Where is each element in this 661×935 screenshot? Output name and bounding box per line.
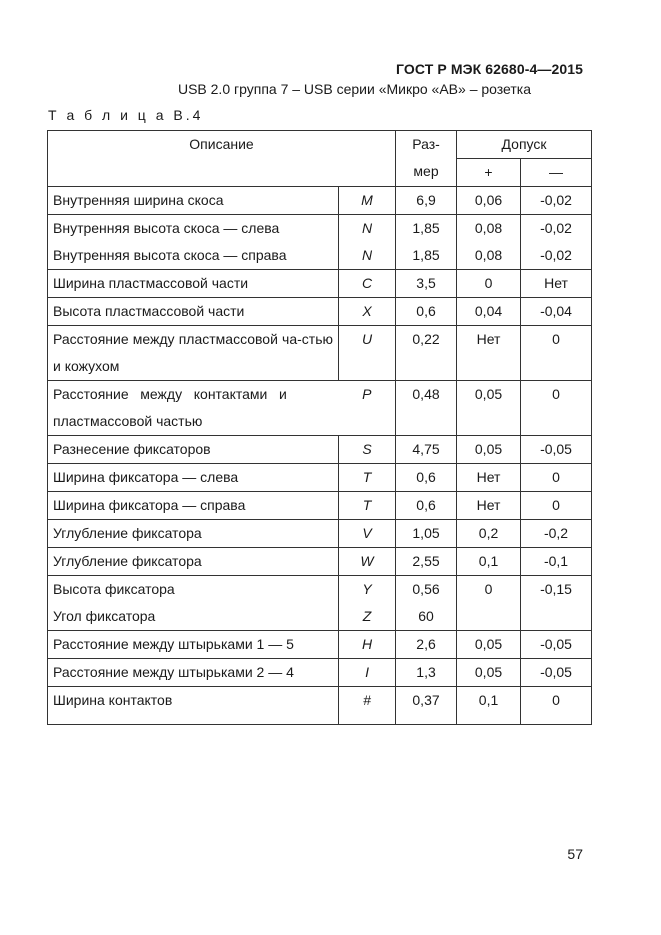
row-description: Ширина пластмассовой части [48,270,339,298]
row-size: 0,22 [396,326,457,381]
row-tolerance-plus: 0,1 [457,687,521,725]
row-description: Расстояние между штырьками 1 — 5 [48,631,339,659]
row-size: 60 [396,603,457,631]
row-description: Ширина контактов [48,687,339,725]
row-symbol: Y [339,576,396,604]
row-tolerance-plus: 0,1 [457,548,521,576]
row-tolerance-minus: 0 [521,381,592,436]
row-tolerance-minus: 0 [521,464,592,492]
row-symbol: # [339,687,396,725]
row-size: 1,05 [396,520,457,548]
row-size: 0,6 [396,464,457,492]
row-tolerance-minus [521,603,592,631]
row-tolerance-minus: -0,1 [521,548,592,576]
table-row [48,687,592,725]
row-size: 2,55 [396,548,457,576]
row-size: 1,85 [396,215,457,243]
row-symbol: I [339,659,396,687]
row-size: 6,9 [396,187,457,215]
row-size: 4,75 [396,436,457,464]
table-row [48,631,592,659]
table-row [48,548,592,576]
column-header-size-line1: Раз- [412,136,440,152]
row-symbol: S [339,436,396,464]
row-description: Внутренняя высота скоса — слева [48,215,339,243]
row-size: 0,6 [396,492,457,520]
row-tolerance-minus: 0 [521,687,592,725]
row-tolerance-minus: -0,05 [521,659,592,687]
row-symbol: Z [339,603,396,631]
row-tolerance-minus: -0,02 [521,215,592,243]
column-header-size [396,131,457,187]
column-header-minus: — [521,159,592,187]
row-description: Расстояние между пластмассовой ча-стью и кожухом [48,326,339,381]
row-size: 0,6 [396,298,457,326]
row-tolerance-plus: 0,05 [457,381,521,436]
row-description: Внутренняя ширина скоса [48,187,339,215]
row-tolerance-plus: Нет [457,464,521,492]
row-symbol: N [339,242,396,270]
row-tolerance-minus: 0 [521,326,592,381]
row-tolerance-plus: 0,05 [457,631,521,659]
row-symbol: T [339,464,396,492]
row-tolerance-plus: 0,08 [457,215,521,243]
row-size: 3,5 [396,270,457,298]
table-row [48,326,592,381]
row-symbol: V [339,520,396,548]
table-row [48,520,592,548]
row-size: 0,37 [396,687,457,725]
row-tolerance-plus: 0 [457,270,521,298]
table-row [48,381,592,436]
row-tolerance-plus: 0,06 [457,187,521,215]
table-row [48,659,592,687]
row-description: Расстояние между штырьками 2 — 4 [48,659,339,687]
row-description: Внутренняя высота скоса — справа [48,242,339,270]
table-row [48,436,592,464]
table-caption: Т а б л и ц а В.4 [48,107,204,123]
table-row [48,464,592,492]
row-size: 1,85 [396,242,457,270]
table-row [48,270,592,298]
row-tolerance-minus: -0,02 [521,187,592,215]
row-description: Угол фиксатора [48,603,339,631]
row-tolerance-plus: 0,08 [457,242,521,270]
table-row [48,576,592,604]
column-header-size-line2: мер [413,163,439,179]
row-tolerance-plus: Нет [457,492,521,520]
table-row [48,492,592,520]
row-symbol: P [339,381,396,436]
row-description: Высота пластмассовой части [48,298,339,326]
row-symbol: C [339,270,396,298]
dimensions-table [47,130,592,725]
table-row [48,298,592,326]
row-tolerance-minus: -0,04 [521,298,592,326]
table-row [48,242,592,270]
table-row [48,603,592,631]
row-symbol: W [339,548,396,576]
row-description: Расстояние между контактами и пластмассовой частью [48,381,339,436]
row-tolerance-minus: -0,2 [521,520,592,548]
row-tolerance-plus: 0,05 [457,436,521,464]
row-description: Ширина фиксатора — справа [48,492,339,520]
row-tolerance-minus: -0,05 [521,631,592,659]
row-tolerance-minus: -0,15 [521,576,592,604]
standard-code: ГОСТ Р МЭК 62680-4—2015 [396,61,583,77]
row-description: Углубление фиксатора [48,520,339,548]
column-header-tolerance: Допуск [457,131,592,159]
page-number: 57 [567,846,583,862]
row-size: 1,3 [396,659,457,687]
table-row [48,187,592,215]
row-description: Углубление фиксатора [48,548,339,576]
row-description: Разнесение фиксаторов [48,436,339,464]
row-tolerance-plus: Нет [457,326,521,381]
row-description: Ширина фиксатора — слева [48,464,339,492]
row-size: 0,48 [396,381,457,436]
table-row [48,215,592,243]
row-tolerance-minus: -0,02 [521,242,592,270]
row-tolerance-plus: 0,04 [457,298,521,326]
row-tolerance-minus: -0,05 [521,436,592,464]
row-symbol: T [339,492,396,520]
row-symbol: M [339,187,396,215]
row-description: Высота фиксатора [48,576,339,604]
row-tolerance-plus: 0,2 [457,520,521,548]
row-tolerance-plus: 0 [457,576,521,604]
row-symbol: U [339,326,396,381]
row-tolerance-plus [457,603,521,631]
row-tolerance-plus: 0,05 [457,659,521,687]
row-symbol: N [339,215,396,243]
row-tolerance-minus: Нет [521,270,592,298]
row-size: 0,56 [396,576,457,604]
row-symbol: X [339,298,396,326]
column-header-description: Описание [48,131,396,187]
document-subtitle: USB 2.0 группа 7 – USB серии «Микро «AB» – розетка [177,81,531,97]
row-symbol: H [339,631,396,659]
column-header-plus: + [457,159,521,187]
row-size: 2,6 [396,631,457,659]
row-tolerance-minus: 0 [521,492,592,520]
